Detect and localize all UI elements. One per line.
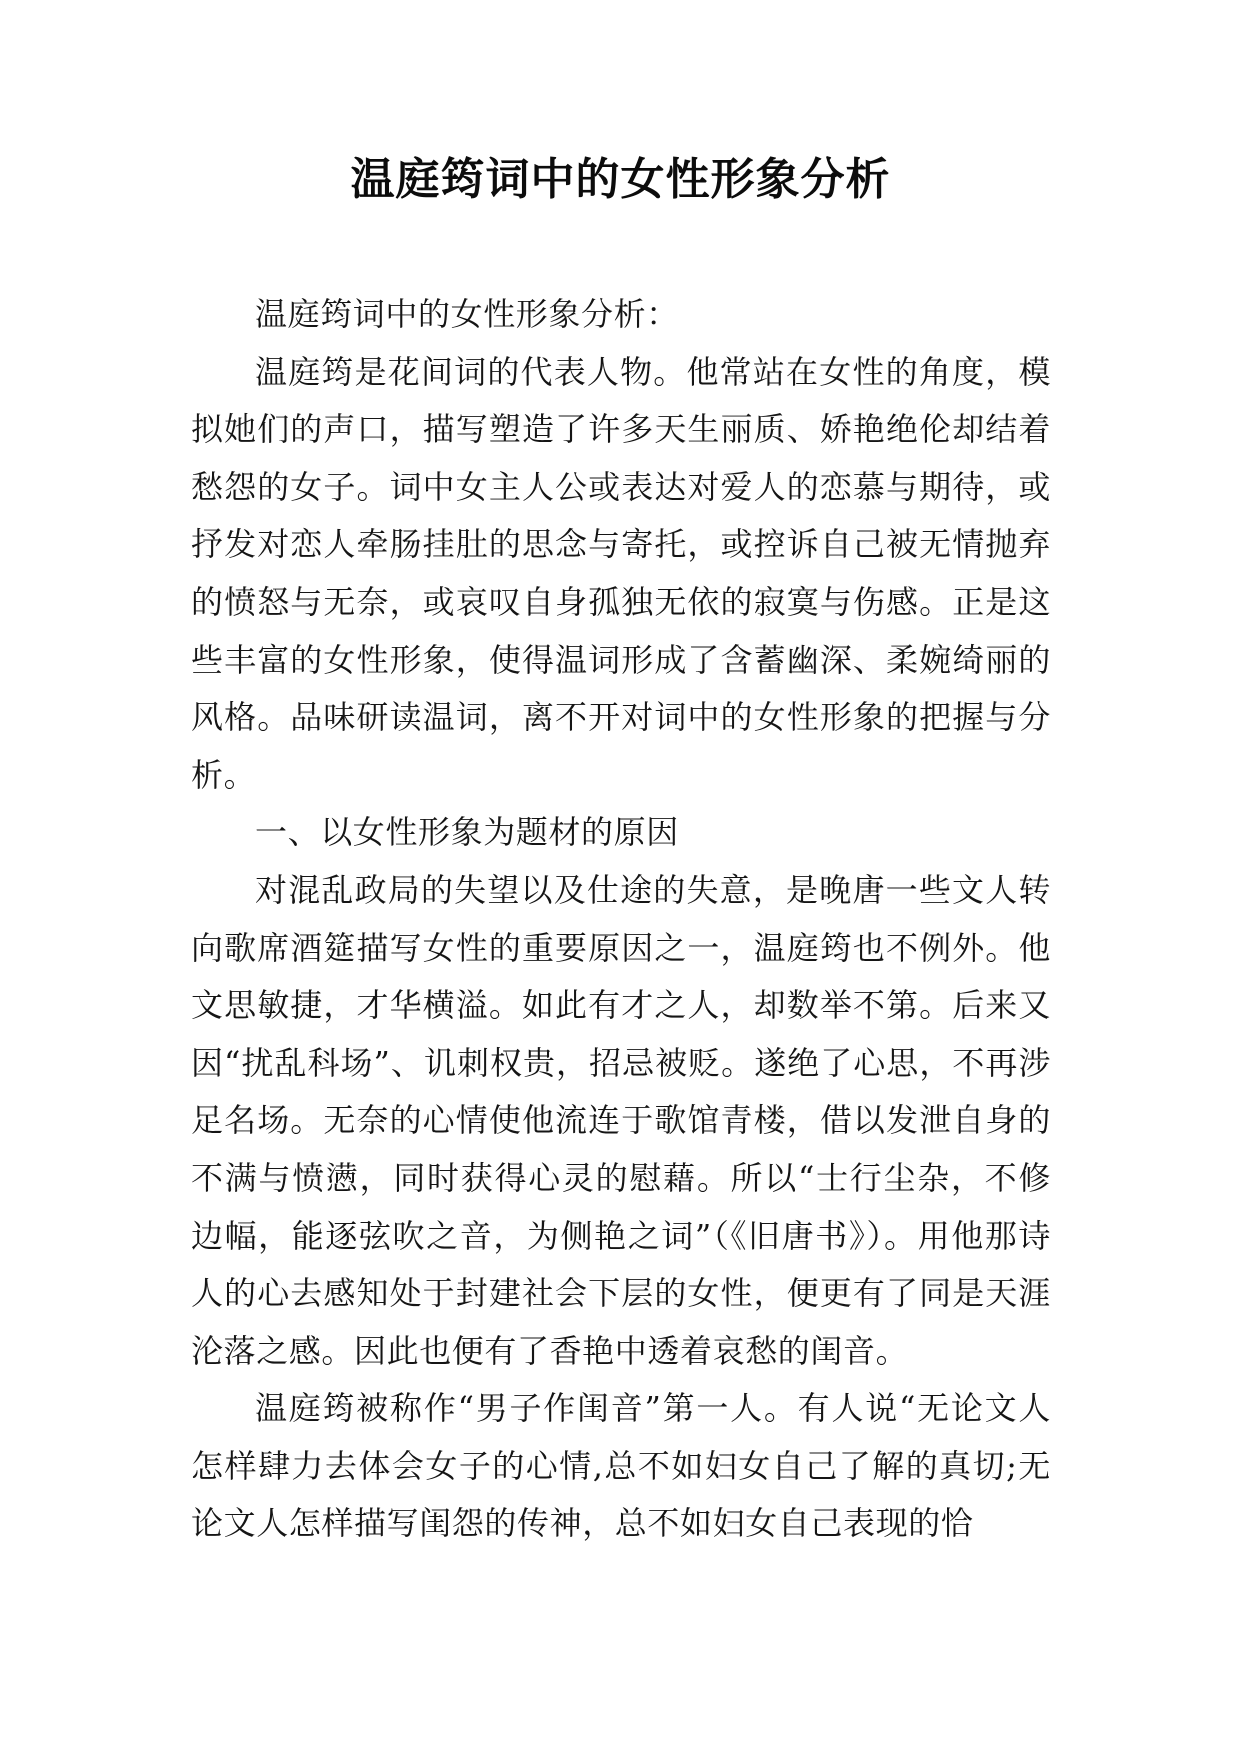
- paragraph-male-voice: 温庭筠被称作“男子作闺音”第一人。有人说“无论文人怎样肆力去体会女子的心情,总不如妇女自己了解的真切;无论文人怎样描写闺怨的传神，总不如妇女自己表现的恰: [191, 1389, 1051, 1543]
- document-body: [191, 286, 1051, 1553]
- document-title: 温庭筠词中的女性形象分析: [350, 154, 891, 205]
- paragraph-reasons: 对混乱政局的失望以及仕途的失意，是晚唐一些文人转向歌席酒筵描写女性的重要原因之一，温庭筠也不例外。他文思敏捷，才华横溢。如此有才之人，却数举不第。后来又因“扰乱科场”、讥刺权贵，招忌被贬。遂绝了心思，不再涉足名场。无奈的心情使他流连于歌馆青楼，借以发泄自身的不满与愤懑，同时获得心灵的慰藉。所以“士行尘杂，不修边幅，能逐弦吹之音，为侧艳之词”（《旧唐书》）。用他那诗人的心去感知处于封建社会下层的女性，便更有了同是天涯沦落之感。因此也便有了香艳中透着哀愁的闺音。: [191, 870, 1051, 1370]
- section-heading: 一、以女性形象为题材的原因: [255, 813, 679, 852]
- paragraph-subtitle: 温庭筠词中的女性形象分析：: [255, 295, 679, 333]
- paragraph-introduction: 温庭筠是花间词的代表人物。他常站在女性的角度，模拟她们的声口，描写塑造了许多天生丽质、娇艳绝伦却结着愁怨的女子。词中女主人公或表达对爱人的恋慕与期待，或抒发对恋人牵肠挂肚的思念与寄托，或控诉自己被无情抛弃的愤怒与无奈，或哀叹自身孤独无依的寂寞与伤感。正是这些丰富的女性形象，使得温词形成了含蓄幽深、柔婉绮丽的风格。品味研读温词，离不开对词中的女性形象的把握与分析。: [191, 352, 1051, 794]
